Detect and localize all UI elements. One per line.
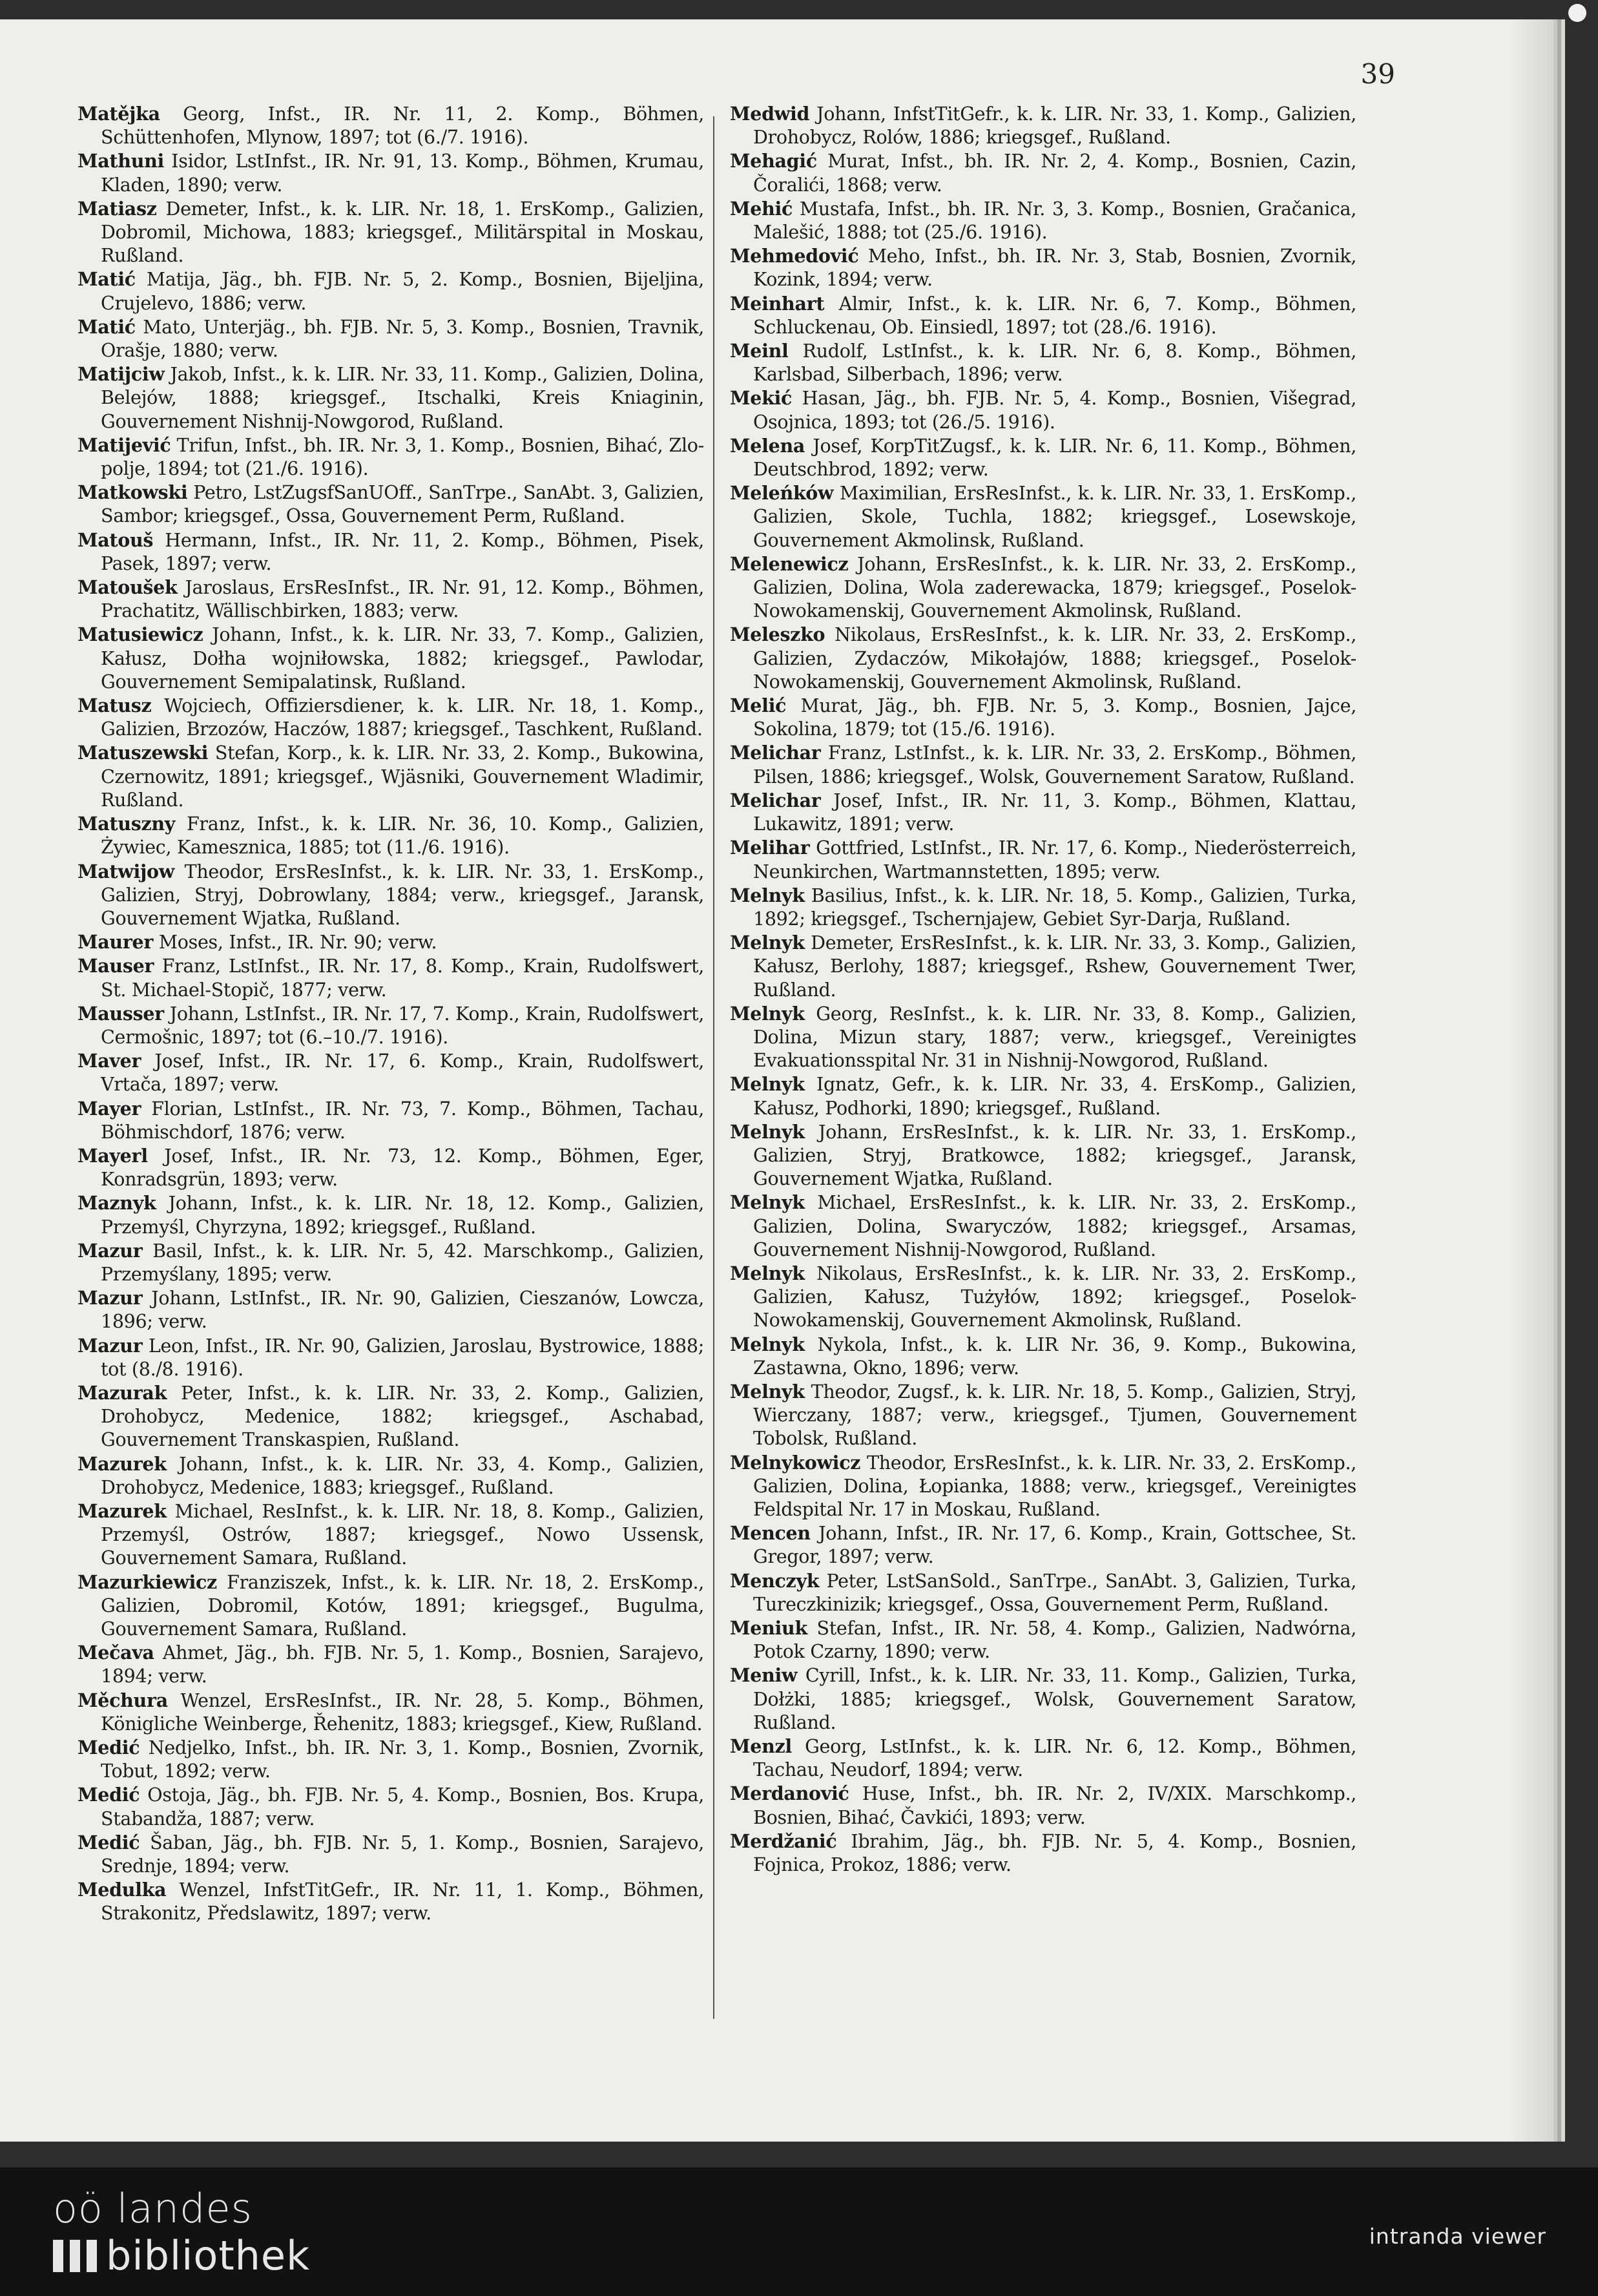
entry-surname: Melnyk <box>730 932 805 954</box>
entry-details: Hasan, Jäg., bh. FJB. Nr. 5, 4. Komp., Bosnien, Višegrad, Osojnica, 1893; tot (26./5. 1916). <box>753 388 1356 433</box>
list-item <box>730 292 1356 339</box>
entry-details: Georg, LstInfst., k. k. LIR. Nr. 6, 12. Komp., Böhmen, Tachau, Neudorf, 1894; verw. <box>753 1736 1356 1781</box>
list-item <box>78 741 704 812</box>
entry-details: Theodor, Zugsf., k. k. LIR. Nr. 18, 5. Komp., Galizien, Stryj, Wierczany, 1887; verw., kriegsgef., Tjumen, Gouvernement Tobolsk, Rußland. <box>753 1381 1356 1450</box>
entry-details: Leon, Infst., IR. Nr. 90, Galizien, Jaroslau, Bystrowice, 1888; tot (8./8. 1916). <box>101 1335 704 1380</box>
list-item <box>730 149 1356 196</box>
entry-details: Šaban, Jäg., bh. FJB. Nr. 5, 1. Komp., Bosnien, Sarajevo, Srednje, 1894; verw. <box>101 1832 704 1877</box>
scanned-page <box>0 19 1553 2142</box>
entry-details: Nikolaus, ErsResInfst., k. k. LIR. Nr. 33, 2. ErsKomp., Galizien, Zydaczów, Mikołajów, 1888; kriegsgef., Poselok-Nowokamenskij, Gouvernement Akmolinsk, Rußland. <box>753 624 1356 693</box>
list-item <box>730 1451 1356 1522</box>
entry-surname: Matić <box>78 268 136 291</box>
entry-details: Peter, Infst., k. k. LIR. Nr. 33, 2. Komp., Galizien, Drohobycz, Medenice, 1882; kriegsgef., Aschabad, Gouvernement Transkaspien, Rußland. <box>101 1382 704 1451</box>
list-item <box>730 836 1356 883</box>
list-item <box>78 930 704 954</box>
entry-surname: Melihar <box>730 837 810 859</box>
entry-details: Ignatz, Gefr., k. k. LIR. Nr. 33, 4. ErsKomp., Galizien, Kałusz, Podhorki, 1890; kriegsgef., Rußland. <box>753 1074 1356 1119</box>
entry-surname: Melnyk <box>730 1262 805 1284</box>
list-item <box>730 741 1356 788</box>
list-item <box>78 812 704 859</box>
entry-surname: Mazurak <box>78 1381 167 1404</box>
list-item <box>78 623 704 694</box>
entry-details: Johann, LstInfst., IR. Nr. 17, 7. Komp., Krain, Rudolfswert, Cermošnic, 1897; tot (6.–10./7. 1916). <box>101 1003 705 1048</box>
list-item <box>78 1381 704 1452</box>
list-item <box>730 1072 1356 1120</box>
entry-surname: Matkowski <box>78 481 188 504</box>
entry-details: Maximilian, ErsResInfst., k. k. LIR. Nr. 33, 1. ErsKomp., Galizien, Skole, Tuchla, 1882; kriegsgef., Losewskoje, Gouvernement Akmolinsk, Rußland. <box>753 483 1356 551</box>
left-column <box>78 102 704 1926</box>
list-item <box>78 1191 704 1238</box>
entry-surname: Medić <box>78 1831 140 1853</box>
list-item <box>78 1783 704 1830</box>
entry-surname: Matoušek <box>78 576 178 599</box>
entry-details: Theodor, ErsResInfst., k. k. LIR. Nr. 33, 1. ErsKomp., Galizien, Stryj, Dobrowlany, 1884; verw., kriegsgef., Jaransk, Gouvernement Wjatka, Rußland. <box>101 861 704 929</box>
entry-surname: Matwijow <box>78 860 174 882</box>
entry-details: Johann, LstInfst., IR. Nr. 90, Galizien, Cieszanów, Lowcza, 1896; verw. <box>101 1288 704 1333</box>
entry-surname: Maurer <box>78 931 154 954</box>
entry-details: Isidor, LstInfst., IR. Nr. 91, 13. Komp., Böhmen, Krumau, Kladen, 1890; verw. <box>101 151 704 196</box>
entry-details: Franz, LstInfst., IR. Nr. 17, 8. Komp., Krain, Rudolfswert, St. Michael-Stopič, 1877; verw. <box>101 955 704 1001</box>
entry-details: Johann, ErsResInfst., k. k. LIR. Nr. 33, 2. ErsKomp., Galizien, Dolina, Wola zaderewacka, 1879; kriegsgef., Poselok-Nowokamenskij, Gouvernement Akmolinsk, Rußland. <box>753 553 1356 622</box>
entry-details: Gottfried, LstInfst., IR. Nr. 17, 6. Komp., Niederösterreich, Neunkirchen, Wartmannstetten, 1895; verw. <box>753 837 1357 882</box>
list-item <box>730 1262 1356 1333</box>
list-item <box>730 1002 1356 1073</box>
entry-details: Johann, ErsResInfst., k. k. LIR. Nr. 33, 1. ErsKomp., Galizien, Stryj, Bratkowce, 1882; kriegsgef., Jaransk, Gouvernement Wjatka, Rußland. <box>753 1121 1356 1190</box>
entry-surname: Menczyk <box>730 1569 820 1592</box>
entry-details: Almir, Infst., k. k. LIR. Nr. 6, 7. Komp., Böhmen, Schluckenau, Ob. Einsiedl, 1897; tot (28./6. 1916). <box>753 293 1356 338</box>
list-item <box>730 1782 1356 1829</box>
entry-details: Franz, Infst., k. k. LIR. Nr. 36, 10. Komp., Galizien, Żywiec, Kamesznica, 1885; tot (11./6. 1916). <box>101 813 704 859</box>
list-item <box>78 149 704 196</box>
entry-surname: Matiasz <box>78 197 157 220</box>
entry-details: Nedjelko, Infst., bh. IR. Nr. 3, 1. Komp., Bosnien, Zvornik, Tobut, 1892; verw. <box>101 1737 705 1782</box>
list-item <box>730 931 1356 1002</box>
list-item <box>730 552 1356 623</box>
entry-details: Huse, Infst., bh. IR. Nr. 2, IV/XIX. Marschkomp., Bosnien, Bihać, Čavkići, 1893; verw. <box>753 1783 1356 1828</box>
list-item <box>730 434 1356 481</box>
list-item <box>730 884 1356 931</box>
entry-surname: Mekić <box>730 387 793 410</box>
entry-details: Georg, Infst., IR. Nr. 11, 2. Komp., Böhmen, Schüttenhofen, Mlynow, 1897; tot (6./7. 1916). <box>101 103 704 149</box>
list-item <box>78 1334 704 1381</box>
entry-surname: Mazur <box>78 1334 143 1357</box>
entry-surname: Matić <box>78 315 136 338</box>
entry-details: Theodor, ErsResInfst., k. k. LIR. Nr. 33, 2. ErsKomp., Galizien, Dolina, Łopianka, 1888; verw., kriegsgef., Vereinigtes Feldspital Nr. 17 in Moskau, Rußland. <box>753 1452 1356 1520</box>
list-item <box>730 1616 1356 1664</box>
entry-surname: Mečava <box>78 1642 154 1664</box>
list-item <box>78 528 704 576</box>
entry-details: Ahmet, Jäg., bh. FJB. Nr. 5, 1. Komp., Bosnien, Sarajevo, 1894; verw. <box>101 1642 704 1687</box>
page-number: 39 <box>1360 58 1395 90</box>
entry-surname: Mazur <box>78 1239 143 1262</box>
list-item <box>78 267 704 315</box>
entry-surname: Mazurek <box>78 1499 167 1522</box>
entry-details: Wojciech, Offiziersdiener, k. k. LIR. Nr. 18, 1. Komp., Galizien, Brzozów, Haczów, 1887; kriegsgef., Taschkent, Rußland. <box>101 695 704 740</box>
entry-surname: Melichar <box>730 789 821 811</box>
entry-surname: Meleńków <box>730 482 834 505</box>
entry-details: Michael, ResInfst., k. k. LIR. Nr. 18, 8. Komp., Galizien, Przemyśl, Ostrów, 1887; kriegsgef., Nowo Ussensk, Gouvernement Samara, Rußland. <box>101 1500 704 1569</box>
entry-surname: Matijciw <box>78 363 165 386</box>
entry-details: Franziszek, Infst., k. k. LIR. Nr. 18, 2. ErsKomp., Galizien, Dobromil, Kotów, 1891; kriegsgef., Bugulma, Gouvernement Samara, Rußland. <box>101 1571 704 1640</box>
entry-details: Michael, ErsResInfst., k. k. LIR. Nr. 33, 2. ErsKomp., Galizien, Dolina, Swaryczów, 1882; kriegsgef., Arsamas, Gouvernement Nishnij-Nowgorod, Rußland. <box>753 1192 1356 1260</box>
entry-surname: Matusiewicz <box>78 623 203 646</box>
column-divider <box>713 116 714 2019</box>
entry-surname: Merdžanić <box>730 1830 837 1852</box>
entry-surname: Mathuni <box>78 150 165 172</box>
entry-surname: Melnykowicz <box>730 1451 861 1474</box>
entry-details: Basilius, Infst., k. k. LIR. Nr. 18, 5. Komp., Galizien, Turka, 1892; kriegsgef., Tschernjajew, Gebiet Syr-Darja, Rußland. <box>753 884 1356 930</box>
entry-details: Georg, ResInfst., k. k. LIR. Nr. 33, 8. Komp., Galizien, Dolina, Mizun stary, 1887; verw., kriegsgef., Vereinigtes Evakuationsspital Nr. 31 in Nishnij-Nowgorod, Rußland. <box>753 1003 1356 1072</box>
entry-surname: Mehagić <box>730 150 817 172</box>
entry-details: Murat, Jäg., bh. FJB. Nr. 5, 3. Komp., Bosnien, Jajce, Sokolina, 1879; tot (15./6. 1916). <box>753 695 1356 740</box>
list-item <box>78 362 704 433</box>
entry-surname: Melnyk <box>730 1002 805 1025</box>
list-item <box>78 1689 704 1736</box>
library-logo-text: bibliothek <box>106 2232 310 2279</box>
entry-details: Rudolf, LstInfst., k. k. LIR. Nr. 6, 8. Komp., Böhmen, Karlsbad, Silberbach, 1896; verw. <box>753 340 1356 386</box>
entry-details: Peter, LstSanSold., SanTrpe., SanAbt. 3, Galizien, Turka, Tureczkinizik; kriegsgef., Ossa, Gouvernement Perm, Rußland. <box>753 1570 1356 1615</box>
entry-details: Petro, LstZugsfSanUOff., SanTrpe., SanAbt. 3, Galizien, Sambor; kriegsgef., Ossa, Gouvernement Perm, Rußland. <box>101 482 705 527</box>
entry-details: Wenzel, InfstTitGefr., IR. Nr. 11, 1. Komp., Böhmen, Strakonitz, Předslawitz, 1897; verw. <box>101 1879 704 1925</box>
list-item <box>78 1878 704 1925</box>
list-item <box>730 1521 1356 1569</box>
entry-surname: Melnyk <box>730 884 805 906</box>
list-item <box>78 102 704 149</box>
list-item <box>78 1736 704 1783</box>
entry-surname: Meniuk <box>730 1617 807 1639</box>
entry-surname: Mazurkiewicz <box>78 1571 217 1593</box>
list-item <box>730 244 1356 291</box>
entry-surname: Matuszewski <box>78 742 209 764</box>
entry-details: Florian, LstInfst., IR. Nr. 73, 7. Komp., Böhmen, Tachau, Böhmischdorf, 1876; verw. <box>101 1098 705 1143</box>
intranda-viewer-link[interactable]: intranda viewer <box>1369 2224 1546 2249</box>
entry-surname: Melena <box>730 434 805 457</box>
list-item <box>78 576 704 623</box>
entry-details: Stefan, Korp., k. k. LIR. Nr. 33, 2. Komp., Bukowina, Czernowitz, 1891; kriegsgef., Wjäsniki, Gouvernement Wladimir, Rußland. <box>101 742 705 811</box>
entry-surname: Medić <box>78 1737 140 1759</box>
list-item <box>78 860 704 931</box>
entry-details: Jaroslaus, ErsResInfst., IR. Nr. 91, 12. Komp., Böhmen, Prachatitz, Wällischbirken, 1883; verw. <box>101 577 704 622</box>
list-item <box>78 1097 704 1144</box>
entry-surname: Medwid <box>730 103 810 125</box>
list-item <box>730 623 1356 694</box>
entry-details: Cyrill, Infst., k. k. LIR. Nr. 33, 11. Komp., Galizien, Turka, Dołżki, 1885; kriegsgef., Wolsk, Gouvernement Saratow, Rußland. <box>753 1665 1356 1733</box>
list-item <box>730 1664 1356 1735</box>
entry-surname: Menzl <box>730 1735 792 1758</box>
entry-details: Jakob, Infst., k. k. LIR. Nr. 33, 11. Komp., Galizien, Dolina, Belejów, 1888; kriegsgef., Itschalki, Kreis Kniaginin, Gouvernement Nishnij-Nowgorod, Rußland. <box>101 364 704 432</box>
list-item <box>78 1452 704 1499</box>
entry-details: Meho, Infst., bh. IR. Nr. 3, Stab, Bosnien, Zvornik, Kozink, 1894; verw. <box>753 245 1356 291</box>
entry-surname: Mayer <box>78 1097 141 1120</box>
entry-details: Wenzel, ErsResInfst., IR. Nr. 28, 5. Komp., Böhmen, Königliche Weinberge, Řehenitz, 1883; kriegsgef., Kiew, Rußland. <box>101 1689 704 1735</box>
library-logo-line1: oö landes <box>53 2185 253 2232</box>
entry-surname: Melnyk <box>730 1120 805 1143</box>
entry-details: Johann, InfstTitGefr., k. k. LIR. Nr. 33, 1. Komp., Galizien, Drohobycz, Rolów, 1886; kriegsgef., Rußland. <box>753 103 1356 149</box>
list-item <box>78 481 704 528</box>
entry-details: Hermann, Infst., IR. Nr. 11, 2. Komp., Böhmen, Pisek, Pasek, 1897; verw. <box>101 529 704 574</box>
entry-details: Demeter, Infst., k. k. LIR. Nr. 18, 1. ErsKomp., Galizien, Dobromil, Michowa, 1883; kriegsgef., Militärspital in Moskau, Rußland. <box>101 198 704 267</box>
list-item <box>730 386 1356 433</box>
entry-surname: Mayerl <box>78 1144 148 1167</box>
entry-details: Moses, Infst., IR. Nr. 90; verw. <box>158 932 437 954</box>
entry-details: Demeter, ErsResInfst., k. k. LIR. Nr. 33, 3. Komp., Galizien, Kałusz, Berlohy, 1887; kriegsgef., Rshew, Gouvernement Twer, Rußland. <box>753 932 1356 1001</box>
entry-details: Stefan, Infst., IR. Nr. 58, 4. Komp., Galizien, Nadwórna, Potok Czarny, 1890; verw. <box>753 1618 1356 1663</box>
list-item <box>730 1830 1356 1877</box>
entry-surname: Měchura <box>78 1689 168 1711</box>
entry-details: Mustafa, Infst., bh. IR. Nr. 3, 3. Komp., Bosnien, Gračanica, Malešić, 1888; tot (25./6. 1916). <box>753 198 1356 244</box>
entry-details: Murat, Infst., bh. IR. Nr. 2, 4. Komp., Bosnien, Cazin, Čoralići, 1868; verw. <box>753 151 1356 196</box>
entry-details: Trifun, Infst., bh. IR. Nr. 3, 1. Komp., Bosnien, Bihać, Zlo-polje, 1894; tot (21./6. 1916). <box>101 434 704 480</box>
list-item <box>78 1499 704 1571</box>
list-item <box>78 954 704 1001</box>
entry-surname: Matějka <box>78 103 160 125</box>
list-item <box>730 789 1356 836</box>
entry-details: Franz, LstInfst., k. k. LIR. Nr. 33, 2. ErsKomp., Böhmen, Pilsen, 1886; kriegsgef., Wolsk, Gouvernement Saratow, Rußland. <box>753 742 1357 788</box>
entry-surname: Melichar <box>730 742 821 764</box>
entry-surname: Meinl <box>730 340 789 362</box>
list-item <box>78 1144 704 1191</box>
corner-icon <box>1568 4 1586 22</box>
list-item <box>78 1641 704 1688</box>
list-item <box>78 197 704 268</box>
list-item <box>78 433 704 481</box>
entry-surname: Mehić <box>730 197 793 220</box>
entry-surname: Medulka <box>78 1879 167 1901</box>
list-item <box>78 1571 704 1642</box>
list-item <box>78 1831 704 1878</box>
entry-details: Josef, KorpTitZugsf., k. k. LIR. Nr. 6, 11. Komp., Böhmen, Deutschbrod, 1892; verw. <box>753 435 1357 481</box>
entry-surname: Matouš <box>78 528 154 551</box>
entry-surname: Melić <box>730 694 787 717</box>
entry-surname: Melnyk <box>730 1073 805 1096</box>
entry-surname: Matijević <box>78 433 171 456</box>
entry-details: Nykola, Infst., k. k. LIR Nr. 36, 9. Komp., Bukowina, Zastawna, Okno, 1896; verw. <box>753 1333 1356 1379</box>
entry-surname: Meinhart <box>730 292 825 315</box>
entry-details: Johann, Infst., k. k. LIR. Nr. 33, 4. Komp., Galizien, Drohobycz, Medenice, 1883; kriegsgef., Rußland. <box>101 1453 704 1498</box>
entry-details: Mato, Unterjäg., bh. FJB. Nr. 5, 3. Komp., Bosnien, Travnik, Orašje, 1880; verw. <box>101 316 704 362</box>
entry-details: Basil, Infst., k. k. LIR. Nr. 5, 42. Marschkomp., Galizien, Przemyślany, 1895; verw. <box>101 1240 704 1285</box>
entry-details: Johann, Infst., IR. Nr. 17, 6. Komp., Krain, Gottschee, St. Gregor, 1897; verw. <box>753 1523 1356 1568</box>
entry-details: Johann, Infst., k. k. LIR. Nr. 18, 12. Komp., Galizien, Przemyśl, Chyrzyna, 1892; kriegsgef., Rußland. <box>101 1193 704 1238</box>
entry-surname: Matusz <box>78 694 152 717</box>
list-item <box>730 1569 1356 1616</box>
list-item <box>730 197 1356 244</box>
list-item <box>730 481 1356 552</box>
entry-details: Ostoja, Jäg., bh. FJB. Nr. 5, 4. Komp., Bosnien, Bos. Krupa, Stabandža, 1887; verw. <box>101 1784 704 1830</box>
entry-surname: Merdanović <box>730 1782 849 1805</box>
entry-surname: Melnyk <box>730 1380 805 1403</box>
list-item <box>730 694 1356 741</box>
entry-details: Ibrahim, Jäg., bh. FJB. Nr. 5, 4. Komp., Bosnien, Fojnica, Prokoz, 1886; verw. <box>753 1830 1356 1876</box>
entry-surname: Melnyk <box>730 1191 805 1214</box>
entry-details: Nikolaus, ErsResInfst., k. k. LIR. Nr. 33, 2. ErsKomp., Galizien, Kałusz, Tużyłów, 1892; kriegsgef., Poselok-Nowokamenskij, Gouvernement Akmolinsk, Rußland. <box>753 1262 1356 1331</box>
library-logo-line2 <box>53 2232 310 2279</box>
entry-surname: Meniw <box>730 1664 798 1687</box>
entry-details: Josef, Infst., IR. Nr. 11, 3. Komp., Böhmen, Klattau, Lukawitz, 1891; verw. <box>753 789 1356 835</box>
list-item <box>78 1002 704 1049</box>
list-item <box>730 102 1356 149</box>
list-item <box>730 1333 1356 1380</box>
entry-surname: Mencen <box>730 1522 811 1545</box>
entry-surname: Medić <box>78 1784 140 1806</box>
list-item <box>730 339 1356 386</box>
entry-surname: Mazur <box>78 1287 143 1310</box>
library-logo-icon <box>53 2240 98 2272</box>
entry-surname: Melnyk <box>730 1333 805 1355</box>
list-item <box>78 1286 704 1333</box>
entry-details: Josef, Infst., IR. Nr. 73, 12. Komp., Böhmen, Eger, Konradsgrün, 1893; verw. <box>101 1145 704 1191</box>
entry-surname: Mauser <box>78 955 154 977</box>
list-item <box>78 1049 704 1096</box>
list-item <box>78 1239 704 1286</box>
right-column <box>730 102 1356 1877</box>
entry-surname: Maver <box>78 1050 141 1072</box>
list-item <box>78 315 704 362</box>
entry-surname: Matuszny <box>78 813 176 835</box>
entry-surname: Melenewicz <box>730 552 849 575</box>
entry-details: Josef, Infst., IR. Nr. 17, 6. Komp., Krain, Rudolfswert, Vrtača, 1897; verw. <box>101 1050 704 1096</box>
list-item <box>730 1120 1356 1191</box>
entry-surname: Mazurek <box>78 1452 167 1475</box>
list-item <box>730 1735 1356 1782</box>
entry-details: Matija, Jäg., bh. FJB. Nr. 5, 2. Komp., Bosnien, Bijeljina, Crujelevo, 1886; verw. <box>101 269 705 314</box>
list-item <box>730 1380 1356 1451</box>
entry-details: Johann, Infst., k. k. LIR. Nr. 33, 7. Komp., Galizien, Kałusz, Dołha wojniłowska, 1882; kriegsgef., Pawlodar, Gouvernement Semipalatinsk, Rußland. <box>101 624 705 693</box>
entry-surname: Mausser <box>78 1002 164 1025</box>
entry-surname: Maznyk <box>78 1192 156 1215</box>
list-item <box>730 1191 1356 1262</box>
entry-surname: Mehmedović <box>730 245 859 267</box>
entry-surname: Meleszko <box>730 623 825 646</box>
list-item <box>78 694 704 741</box>
